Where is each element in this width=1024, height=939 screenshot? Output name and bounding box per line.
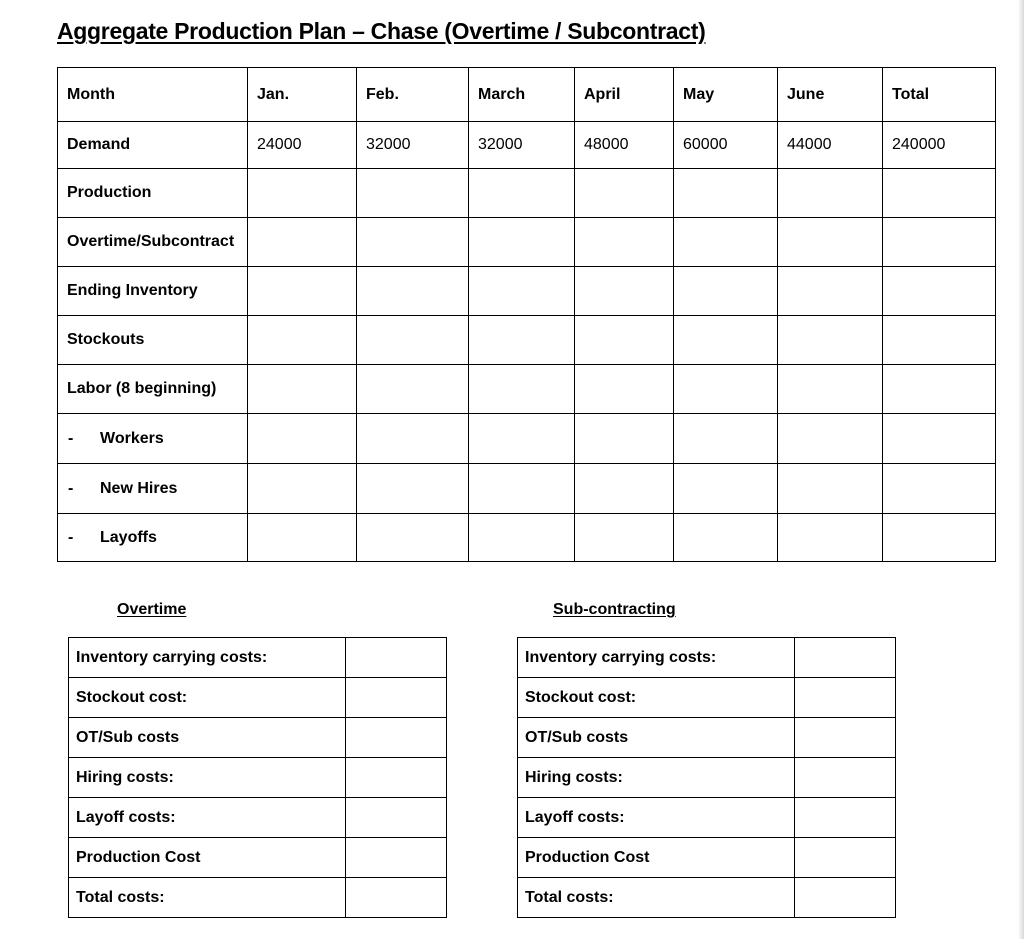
table-cell[interactable] — [883, 267, 996, 316]
workers-row — [58, 414, 996, 464]
table-cell[interactable] — [883, 218, 996, 267]
cost-label: Total costs: — [69, 878, 346, 918]
table-cell[interactable] — [674, 267, 778, 316]
bullet-dash: - — [68, 479, 74, 497]
production-plan-table — [57, 67, 996, 562]
layoffs-row — [58, 514, 996, 562]
page-edge-shadow — [1018, 0, 1024, 939]
table-cell[interactable] — [248, 169, 357, 218]
table-cell[interactable] — [357, 316, 469, 365]
cost-value-cell[interactable] — [346, 878, 447, 918]
table-cell[interactable] — [248, 365, 357, 414]
table-cell[interactable] — [248, 464, 357, 514]
table-cell[interactable] — [674, 169, 778, 218]
table-cell[interactable] — [674, 218, 778, 267]
cost-row — [518, 758, 896, 798]
cost-row — [69, 758, 447, 798]
cost-label: Layoff costs: — [69, 798, 346, 838]
demand-feb[interactable]: 32000 — [357, 122, 469, 169]
cost-label: Hiring costs: — [518, 758, 795, 798]
table-cell[interactable] — [778, 414, 883, 464]
table-cell[interactable] — [883, 464, 996, 514]
header-april: April — [575, 68, 674, 122]
layoffs-label-cell — [58, 514, 248, 562]
table-cell[interactable] — [674, 514, 778, 562]
cost-row — [69, 678, 447, 718]
table-cell[interactable] — [778, 316, 883, 365]
table-cell[interactable] — [575, 218, 674, 267]
table-cell[interactable] — [357, 365, 469, 414]
cost-row — [69, 878, 447, 918]
table-cell[interactable] — [883, 514, 996, 562]
header-total: Total — [883, 68, 996, 122]
demand-may[interactable]: 60000 — [674, 122, 778, 169]
demand-row — [58, 122, 996, 169]
table-cell[interactable] — [674, 464, 778, 514]
bullet-dash: - — [68, 429, 74, 447]
cost-value-cell[interactable] — [795, 838, 896, 878]
table-cell[interactable] — [883, 414, 996, 464]
cost-value-cell[interactable] — [795, 798, 896, 838]
cost-label: Inventory carrying costs: — [518, 638, 795, 678]
new-hires-label: New Hires — [100, 479, 178, 497]
cost-value-cell[interactable] — [795, 878, 896, 918]
demand-label: Demand — [58, 122, 248, 169]
table-cell[interactable] — [469, 414, 575, 464]
table-cell[interactable] — [469, 365, 575, 414]
table-cell[interactable] — [778, 267, 883, 316]
cost-value-cell[interactable] — [346, 798, 447, 838]
table-cell[interactable] — [248, 514, 357, 562]
labor-row — [58, 365, 996, 414]
table-cell[interactable] — [674, 365, 778, 414]
ending-inventory-label: Ending Inventory — [58, 267, 248, 316]
overtime-subcontract-label: Overtime/Subcontract — [58, 218, 248, 267]
cost-row — [518, 678, 896, 718]
table-cell[interactable] — [674, 316, 778, 365]
table-cell[interactable] — [575, 169, 674, 218]
table-cell[interactable] — [469, 464, 575, 514]
cost-row — [518, 638, 896, 678]
table-cell[interactable] — [248, 414, 357, 464]
table-cell[interactable] — [357, 169, 469, 218]
page-title: Aggregate Production Plan – Chase (Overtime / Subcontract) — [57, 18, 706, 44]
cost-row — [69, 718, 447, 758]
cost-value-cell[interactable] — [346, 758, 447, 798]
cost-label: Production Cost — [518, 838, 795, 878]
cost-row — [69, 798, 447, 838]
cost-label: OT/Sub costs — [69, 718, 346, 758]
table-cell[interactable] — [469, 316, 575, 365]
demand-april[interactable]: 48000 — [575, 122, 674, 169]
table-cell[interactable] — [674, 414, 778, 464]
stockouts-row — [58, 316, 996, 365]
table-cell[interactable] — [883, 169, 996, 218]
table-cell[interactable] — [575, 414, 674, 464]
table-cell[interactable] — [248, 267, 357, 316]
cost-label: Layoff costs: — [518, 798, 795, 838]
cost-value-cell[interactable] — [346, 638, 447, 678]
table-cell[interactable] — [778, 365, 883, 414]
header-jan: Jan. — [248, 68, 357, 122]
table-cell[interactable] — [575, 365, 674, 414]
cost-value-cell[interactable] — [346, 838, 447, 878]
table-cell[interactable] — [469, 514, 575, 562]
workers-label-cell — [58, 414, 248, 464]
table-cell[interactable] — [778, 169, 883, 218]
cost-label: Total costs: — [518, 878, 795, 918]
table-cell[interactable] — [575, 267, 674, 316]
demand-total[interactable]: 240000 — [883, 122, 996, 169]
new-hires-row — [58, 464, 996, 514]
table-cell[interactable] — [248, 316, 357, 365]
table-cell[interactable] — [248, 218, 357, 267]
cost-value-cell[interactable] — [795, 718, 896, 758]
table-cell[interactable] — [357, 267, 469, 316]
cost-label: OT/Sub costs — [518, 718, 795, 758]
demand-june[interactable]: 44000 — [778, 122, 883, 169]
overtime-section-title: Overtime — [117, 601, 187, 618]
cost-row — [69, 838, 447, 878]
overtime-subcontract-row — [58, 218, 996, 267]
header-june: June — [778, 68, 883, 122]
workers-label: Workers — [100, 429, 164, 447]
cost-value-cell[interactable] — [795, 678, 896, 718]
table-cell[interactable] — [469, 218, 575, 267]
table-cell[interactable] — [469, 267, 575, 316]
header-month: Month — [58, 68, 248, 122]
demand-march[interactable]: 32000 — [469, 122, 575, 169]
production-row — [58, 169, 996, 218]
table-cell[interactable] — [778, 218, 883, 267]
subcontracting-section-title: Sub-contracting — [553, 601, 676, 618]
header-feb: Feb. — [357, 68, 469, 122]
table-cell[interactable] — [883, 365, 996, 414]
table-cell[interactable] — [357, 218, 469, 267]
cost-value-cell[interactable] — [795, 758, 896, 798]
cost-value-cell[interactable] — [346, 718, 447, 758]
table-cell[interactable] — [575, 464, 674, 514]
header-row — [58, 68, 996, 122]
cost-label: Inventory carrying costs: — [69, 638, 346, 678]
table-cell[interactable] — [883, 316, 996, 365]
overtime-cost-table — [68, 637, 447, 918]
cost-row — [518, 718, 896, 758]
table-cell[interactable] — [469, 169, 575, 218]
table-cell[interactable] — [778, 514, 883, 562]
new-hires-label-cell — [58, 464, 248, 514]
cost-label: Stockout cost: — [69, 678, 346, 718]
cost-row — [518, 838, 896, 878]
table-cell[interactable] — [575, 514, 674, 562]
cost-value-cell[interactable] — [795, 638, 896, 678]
cost-label: Stockout cost: — [518, 678, 795, 718]
table-cell[interactable] — [778, 464, 883, 514]
stockouts-label: Stockouts — [58, 316, 248, 365]
cost-value-cell[interactable] — [346, 678, 447, 718]
layoffs-label: Layoffs — [100, 528, 157, 546]
table-cell[interactable] — [357, 514, 469, 562]
cost-row — [69, 638, 447, 678]
table-cell[interactable] — [575, 316, 674, 365]
bullet-dash: - — [68, 528, 74, 546]
cost-row — [518, 798, 896, 838]
cost-label: Hiring costs: — [69, 758, 346, 798]
cost-row — [518, 878, 896, 918]
labor-label: Labor (8 beginning) — [58, 365, 248, 414]
header-may: May — [674, 68, 778, 122]
subcontracting-cost-table — [517, 637, 896, 918]
ending-inventory-row — [58, 267, 996, 316]
table-cell[interactable] — [357, 464, 469, 514]
table-cell[interactable] — [357, 414, 469, 464]
demand-jan[interactable]: 24000 — [248, 122, 357, 169]
cost-label: Production Cost — [69, 838, 346, 878]
production-label: Production — [58, 169, 248, 218]
header-march: March — [469, 68, 575, 122]
